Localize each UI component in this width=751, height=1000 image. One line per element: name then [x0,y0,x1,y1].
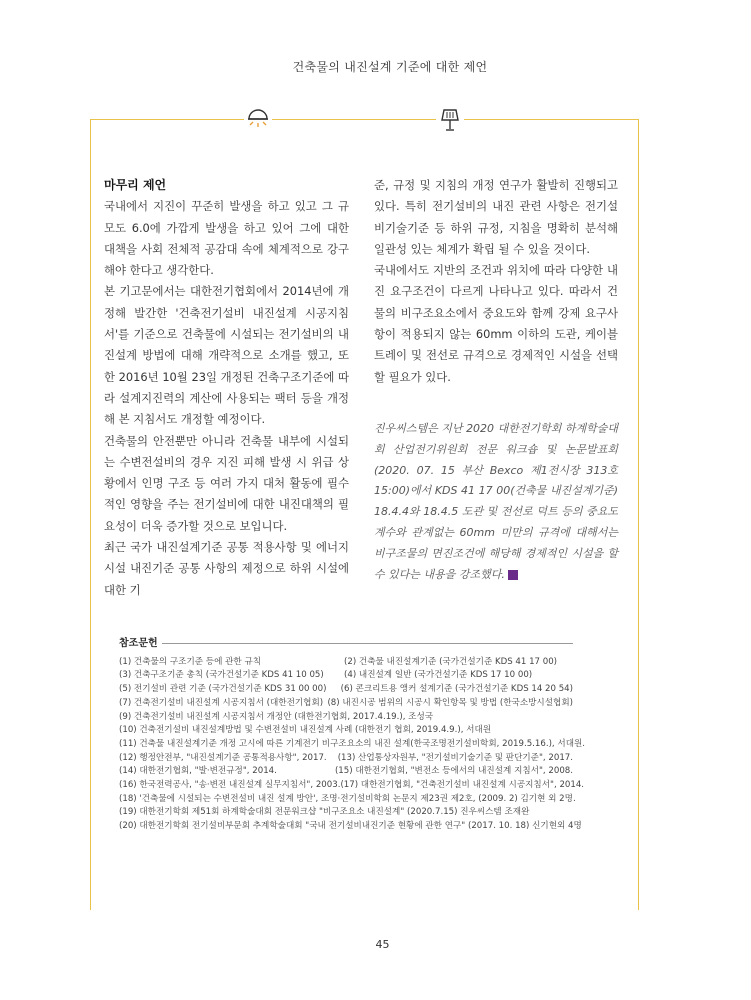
reference-item: (18) '건축물에 시설되는 수변전설비 내진 설계 방안', 조명·전기설비학회 논문지 제23권 제2호, (2009. 2) 김기현 외 2명. [119,793,576,804]
left-column [104,175,349,601]
right-column [374,175,618,585]
references [119,637,586,834]
references-title-text: 참조문헌 [119,638,158,649]
reference-row [119,793,576,807]
ceiling-light-icon [244,106,272,134]
reference-item: (11) 건축물 내진설계기준 개정 고시에 따른 기계전기 비구조요소의 내진 설계(한국조명전기설비학회, 2019.5.16.), 서대원. [119,738,586,749]
floor-lamp-icon [436,106,464,134]
section-title: 마무리 제언 [104,178,167,192]
reference-row [119,656,573,670]
reference-row [119,697,573,711]
reference-row [119,765,573,779]
reference-item: (2) 건축물 내진설계기준 (국가건설기준 KDS 41 17 00) [344,656,558,667]
paragraph: 건축물의 안전뿐만 아니라 건축물 내부에 시설되는 수변전설비의 경우 지진 피해 발생 시 위급 상황에서 인명 구조 등 여러 가지 대처 활동에 필수적인 영향을 주는 전기설비에 대한 내진대책의 필요성이 더욱 증가할 것으로 보입니다. [104,433,349,533]
reference-item: (8) 내진시공 범위의 시공시 확인항목 및 방법 (한국소방시설협회) [327,697,573,708]
reference-row [119,724,573,738]
reference-item: (12) 행정안전부, "내진설계기준 공통적용사항", 2017. [119,752,327,763]
paragraph: 국내에서 지진이 꾸준히 발생을 하고 있고 그 규모도 6.0에 가깝게 발생을 하고 있어 그에 대한 대책을 사회 전체적 공감대 속에 체계적으로 강구해야 한다고 생각한다. [104,199,349,278]
paragraph: 최근 국가 내진설계기준 공통 적용사항 및 에너지시설 내진기준 공통 사항의 제정으로 하위 시설에 대한 기 [104,540,349,597]
paragraph: 준, 규정 및 지침의 개정 연구가 활발히 진행되고 있다. 특히 전기설비의 내진 관련 사항은 전기설비기술기준 등 하위 규정, 지침을 명확히 분석해 일관성 있는 체계가 확립 될 수 있을 것이다. [374,178,618,256]
reference-row [119,738,586,752]
paragraph: 본 기고문에서는 대한전기협회에서 2014년에 개정해 발간한 '건축전기설비 내진설계 시공지침서'를 기준으로 건축물에 시설되는 전기설비의 내진설계 방법에 대해 개략적으로 소개를 했고, 또한 2016년 10월 23일 개정된 건축구조기준에 따라 설계지진력의 계산에 사용되는 팩터 등을 개정해 본 지침서도 개정할 예정이다. [104,284,349,427]
reference-item: (14) 대한전기협회, "발·변전규정", 2014. [119,766,277,777]
reference-row [119,683,573,697]
reference-item: (16) 한국전력공사, "송·변전 내진설계 실무지침서", 2003. [119,780,341,791]
reference-item: (10) 건축전기설비 내진설계방법 및 수변전설비 내진설계 사례 (대한전기 협회, 2019.4.9.), 서대원 [119,725,492,736]
reference-row [119,820,582,834]
reference-item: (4) 내진설계 일반 (국가건설기준 KDS 17 10 00) [344,670,533,681]
reference-item: (17) 대한전기협회, "건축전기설비 내진설계 시공지침서", 2014. [340,780,585,791]
references-title [119,637,573,651]
reference-item: (9) 건축전기설비 내진설계 시공지침서 개정안 (대한전기협회, 2017.4.19.), 조성국 [119,711,434,722]
reference-item: (6) 콘크리트용 앵커 설계기준 (국가건설기준 KDS 14 20 54) [340,684,573,695]
page-number: 45 [375,938,390,951]
author-note-text: 진우씨스템은 지난 2020 대한전기학회 하계학술대회 산업전기위원회 전문 워크숍 및 논문발표회(2020. 07. 15 부산 Bexco 제1전시장 313호 15:00)에서 KDS 41 17 00(건축물 내진설계기준) 18.4.4와 18.4.5 도관 및 전선로 덕트 등의 중요도계수와 관계없는 60mm 미만의 규격에 대해서는 비구조물의 면진조건에 해당해 경제적인 시설을 할 수 있다는 내용을 강조했다. [374,421,618,581]
reference-item: (15) 대한전기협회, "변전소 등에서의 내진설계 지침서", 2008. [334,766,573,777]
end-mark-icon [508,570,518,580]
reference-item: (19) 대한전기학회 제51회 하계학술대회 전문워크샵 "비구조요소 내진설계" (2020.7.15) 진우씨스템 조재완 [119,807,530,818]
divider [162,643,573,644]
running-header: 건축물의 내진설계 기준에 대한 제언 [292,60,488,74]
reference-item: (20) 대한전기학회 전기설비부문회 추계학술대회 "국내 전기설비내진기준 현황에 관한 연구" (2017. 10. 18) 신기현외 4명 [119,821,582,832]
reference-item: (3) 건축구조기준 총칙 (국가건설기준 KDS 41 10 05) [119,670,324,681]
reference-item: (7) 건축전기설비 내진설계 시공지침서 (대한전기협회) [119,697,324,708]
reference-row [119,806,573,820]
paragraph: 국내에서도 지반의 조건과 위치에 따라 다양한 내진 요구조건이 다르게 나타나고 있다. 따라서 건물의 비구조요소에서 중요도와 함께 강제 요구사항이 적용되지 않는 60mm 이하의 도관, 케이블 트레이 및 전선로 규격으로 경제적인 시설을 선택할 필요가 있다. [374,263,618,384]
reference-item: (13) 산업통상자원부, "전기설비기술기준 및 판단기준", 2017. [337,752,573,763]
reference-row [119,669,573,683]
reference-row [119,779,585,793]
reference-row [119,711,573,725]
reference-item: (5) 전기설비 관련 기준 (국가건설기준 KDS 31 00 00) [119,684,327,695]
author-note [374,419,618,585]
reference-item: (1) 건축물의 구조기준 등에 관한 규칙 [119,656,262,667]
reference-row [119,752,573,766]
